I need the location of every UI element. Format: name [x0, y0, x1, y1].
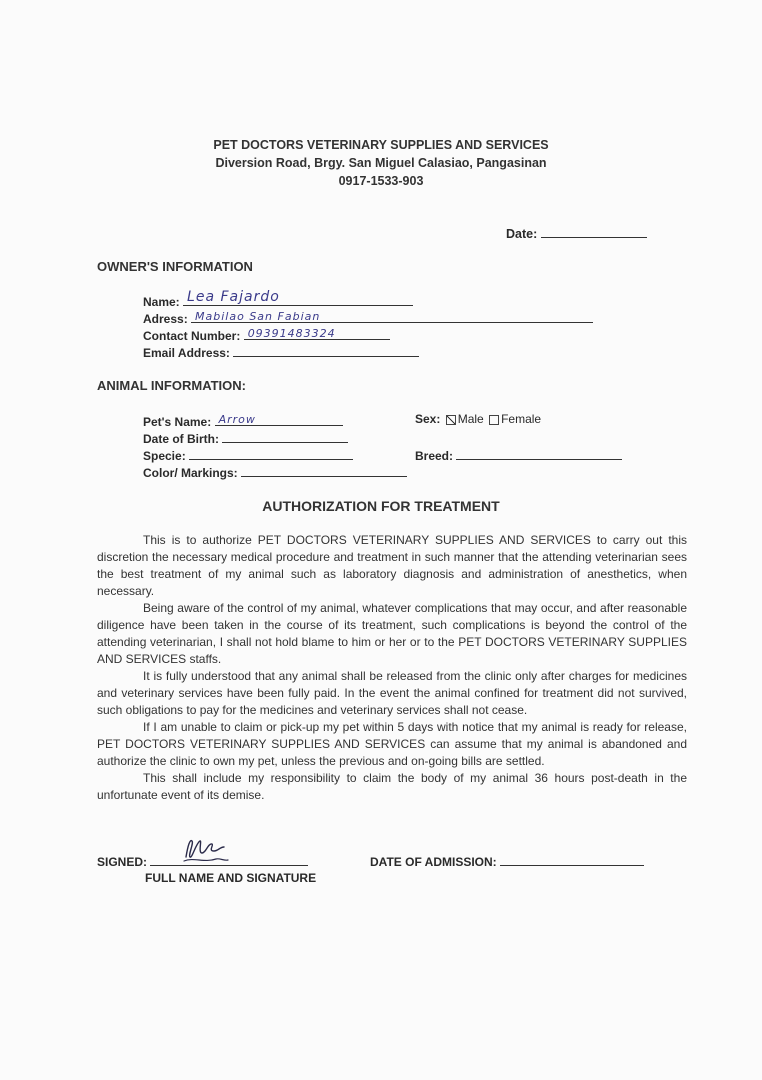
owner-address-value: Mabilao San Fabian	[195, 310, 321, 323]
clinic-address: Diversion Road, Brgy. San Miguel Calasiao, Pangasinan	[215, 156, 547, 170]
pet-name-line[interactable]	[215, 412, 343, 426]
authorization-paragraph: This shall include my responsibility to claim the body of my animal 36 hours post-death in the unfortunate event of its demise.	[97, 771, 687, 802]
owner-address-label: Adress:	[143, 312, 188, 326]
owner-section-title: OWNER'S INFORMATION	[97, 259, 253, 274]
owner-contact-line[interactable]	[244, 326, 390, 340]
signature-line[interactable]	[150, 852, 308, 866]
date-line[interactable]	[541, 224, 647, 238]
admission-date-line[interactable]	[500, 852, 644, 866]
owner-name-label: Name:	[143, 295, 180, 309]
authorization-paragraph: If I am unable to claim or pick-up my pet within 5 days with notice that my animal is ready for release, PET DOCTORS VETERINARY SUPPLIES AND SERVICES can assume that my animal is abandoned and authorize the clinic to own my pet, unless the previous and on-going bills are settled.	[97, 720, 687, 768]
specie-label: Specie:	[143, 449, 186, 463]
breed-line[interactable]	[456, 446, 622, 460]
authorization-paragraph: Being aware of the control of my animal, whatever complications that may occur, and after reasonable diligence have been taken in the course of its treatment, such complications is beyond the control of the attending veterinarian, I shall not hold blame to him or her or to the PET DOCTORS VETERINARY SUPPLIES AND SERVICES staffs.	[97, 601, 687, 666]
signature-caption: FULL NAME AND SIGNATURE	[145, 871, 317, 885]
date-field[interactable]	[506, 224, 647, 241]
dob-label: Date of Birth:	[143, 432, 219, 446]
authorization-body	[97, 532, 687, 804]
owner-name-value: Lea Fajardo	[187, 289, 280, 305]
dob-line[interactable]	[222, 429, 348, 443]
dob-field[interactable]	[143, 429, 348, 446]
female-checkbox[interactable]	[489, 415, 499, 425]
specie-line[interactable]	[189, 446, 353, 460]
owner-email-label: Email Address:	[143, 346, 230, 360]
pet-name-field[interactable]	[143, 412, 343, 429]
owner-name-line[interactable]	[183, 289, 413, 306]
clinic-name: PET DOCTORS VETERINARY SUPPLIES AND SERVICES	[213, 138, 549, 152]
male-checkbox[interactable]	[446, 415, 456, 425]
authorization-paragraph: It is fully understood that any animal shall be released from the clinic only after charges for medicines and veterinary services have been fully paid. In the event the animal confined for treatment did not survived, such obligations to pay for the medicines and veterinary services shall not cease.	[97, 669, 687, 717]
signed-label: SIGNED:	[97, 855, 148, 869]
owner-name-field[interactable]	[143, 289, 413, 309]
owner-contact-label: Contact Number:	[143, 329, 241, 343]
owner-address-field[interactable]	[143, 309, 593, 326]
admission-date-label: DATE OF ADMISSION:	[370, 855, 497, 869]
pet-name-label: Pet's Name:	[143, 415, 212, 429]
breed-field[interactable]	[415, 446, 622, 463]
specie-field[interactable]	[143, 446, 353, 463]
female-option-label: Female	[501, 412, 542, 426]
date-label: Date:	[506, 227, 538, 241]
owner-contact-value: 09391483324	[247, 327, 336, 340]
authorization-paragraph: This is to authorize PET DOCTORS VETERINARY SUPPLIES AND SERVICES to carry out this discretion the necessary medical procedure and treatment in such manner that the attending veterinarian sees the best treatment of my animal such as laboratory diagnosis and administration of anesthetics, when necessary.	[97, 533, 687, 598]
breed-label: Breed:	[415, 449, 454, 463]
color-markings-label: Color/ Markings:	[143, 466, 238, 480]
male-option-label: Male	[457, 412, 484, 426]
signed-field[interactable]	[97, 852, 308, 869]
admission-date-field[interactable]	[370, 852, 644, 869]
pet-name-value: Arrow	[218, 413, 256, 426]
owner-email-field[interactable]	[143, 343, 419, 360]
owner-contact-field[interactable]	[143, 326, 390, 343]
owner-address-line[interactable]	[191, 309, 593, 323]
owner-email-line[interactable]	[233, 343, 419, 357]
sex-field[interactable]	[415, 412, 541, 426]
color-markings-line[interactable]	[241, 463, 407, 477]
handwritten-signature	[180, 835, 232, 865]
animal-section-title: ANIMAL INFORMATION:	[97, 378, 246, 393]
letterhead	[0, 136, 762, 190]
authorization-title: AUTHORIZATION FOR TREATMENT	[262, 498, 500, 514]
color-markings-field[interactable]	[143, 463, 407, 480]
clinic-phone: 0917-1533-903	[338, 174, 424, 188]
sex-label: Sex:	[415, 412, 441, 426]
